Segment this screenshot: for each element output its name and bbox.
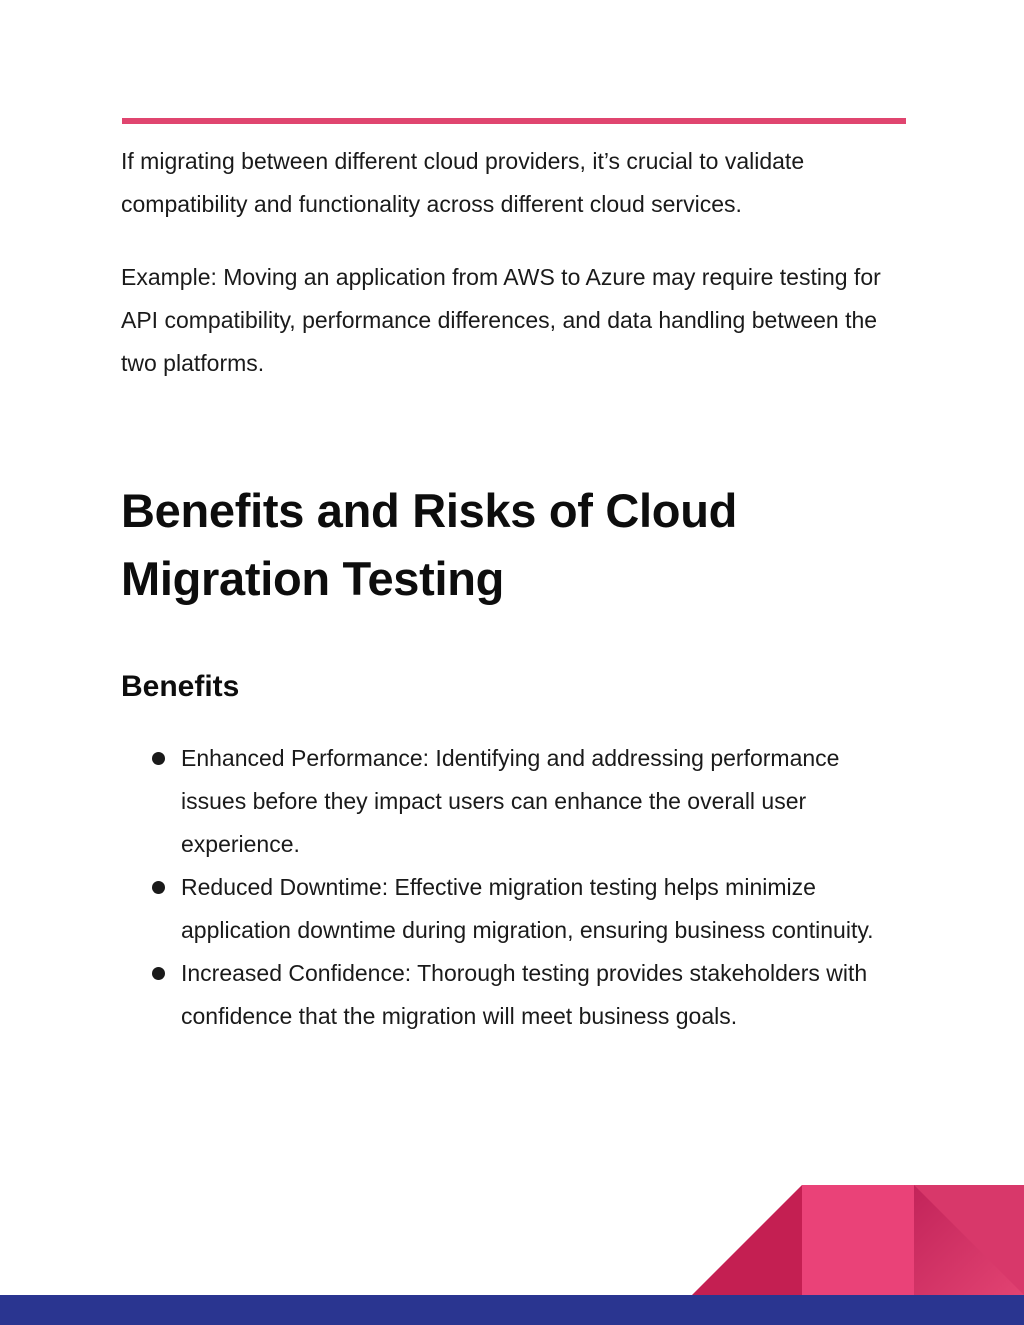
corner-triangle-shape xyxy=(692,1185,802,1295)
list-item-text: Enhanced Performance: Identifying and addressing performance issues before they impact users can enhance the overall user experience. xyxy=(181,745,840,857)
footer-bar xyxy=(0,1295,1024,1325)
example-paragraph: Example: Moving an application from AWS to Azure may require testing for API compatibility, performance differences, and data handling between the two platforms. xyxy=(121,264,881,376)
corner-block-shape xyxy=(802,1185,914,1295)
section-heading: Benefits and Risks of Cloud Migration Testing xyxy=(121,484,738,605)
benefits-subheading: Benefits xyxy=(121,670,240,703)
list-item-text: Reduced Downtime: Effective migration testing helps minimize application downtime during migration, ensuring business continuity. xyxy=(181,874,874,943)
intro-paragraph: If migrating between different cloud providers, it’s crucial to validate compatibility and functionality across different cloud services. xyxy=(121,148,805,217)
list-item-text: Increased Confidence: Thorough testing provides stakeholders with confidence that the migration will meet business goals. xyxy=(181,960,868,1029)
